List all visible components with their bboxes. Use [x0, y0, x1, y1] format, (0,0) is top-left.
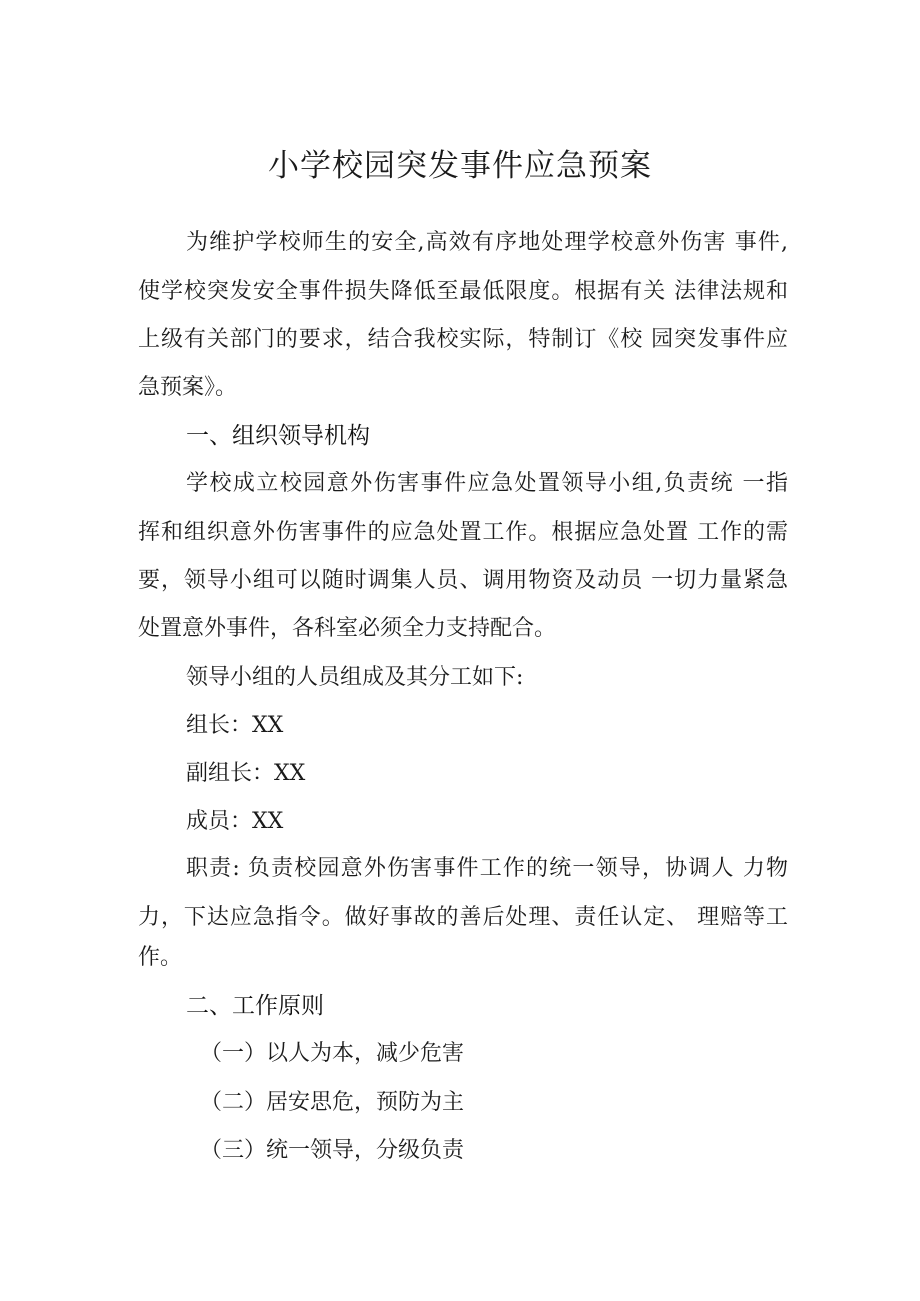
- section-heading: 一、组织领导机构: [186, 423, 370, 449]
- intro-line: 使学校突发安全事件损失降低至最低限度。根据有关 法律法规和: [138, 279, 788, 304]
- intro-line: 为维护学校师生的安全,高效有序地处理学校意外伤害 事件,: [186, 230, 788, 255]
- duties-line: 作。: [138, 945, 183, 970]
- principle-item: （一）以人为本，减少危害: [200, 1041, 465, 1066]
- paragraph-line: 处置意外事件，各科室必须全力支持配合。: [138, 616, 557, 641]
- duties-line: 力，下达应急指令。做好事故的善后处理、责任认定、 理赔等工: [138, 905, 788, 930]
- principle-item: （三）统一领导，分级负责: [200, 1138, 465, 1163]
- section-heading: 二、工作原则: [186, 993, 324, 1019]
- member-line: 成员：XX: [186, 809, 284, 834]
- duties-line: 职责: 负责校园意外伤害事件工作的统一领导，协调人 力物: [186, 856, 788, 881]
- document-title: 小学校园突发事件应急预案: [268, 148, 652, 184]
- paragraph-line: 学校成立校园意外伤害事件应急处置领导小组,负责统 一指: [186, 471, 788, 496]
- members-intro: 领导小组的人员组成及其分工如下:: [186, 665, 524, 690]
- leader-line: 组长：XX: [186, 713, 284, 738]
- intro-line: 上级有关部门的要求，结合我校实际，特制订《校 园突发事件应: [138, 327, 788, 352]
- principle-item: （二）居安思危，预防为主: [200, 1090, 465, 1115]
- paragraph-line: 挥和组织意外伤害事件的应急处置工作。根据应急处置 工作的需: [138, 520, 788, 545]
- intro-line: 急预案》。: [138, 375, 238, 400]
- deputy-leader-line: 副组长：XX: [186, 761, 306, 786]
- paragraph-line: 要，领导小组可以随时调集人员、调用物资及动员 一切力量紧急: [138, 568, 788, 593]
